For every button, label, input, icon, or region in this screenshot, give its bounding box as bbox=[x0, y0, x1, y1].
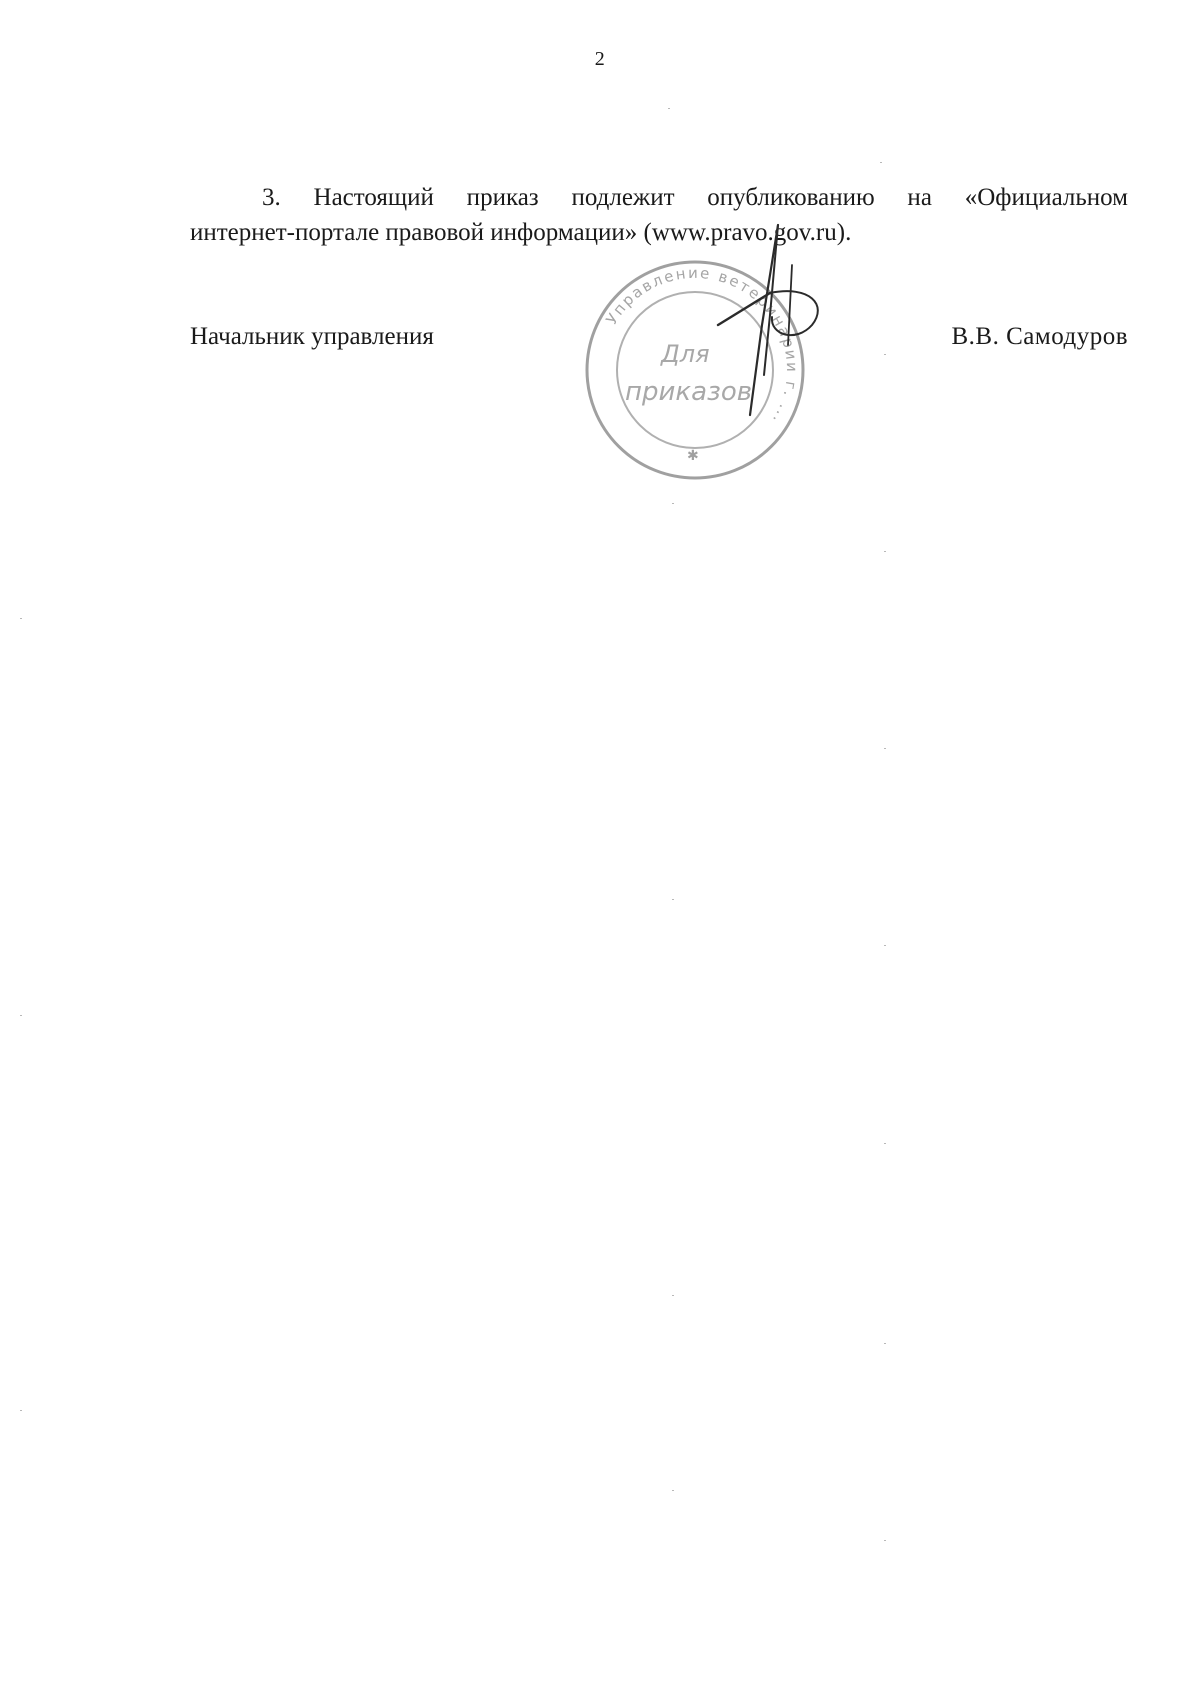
scan-speck bbox=[672, 503, 674, 504]
scan-speck bbox=[668, 108, 670, 109]
scan-speck bbox=[884, 1343, 886, 1344]
stamp-ring-text: Управление ветеринарии г. ... bbox=[602, 263, 802, 429]
scan-speck bbox=[672, 899, 674, 900]
stamp-star-icon: ✱ bbox=[687, 448, 699, 464]
signer-position: Начальник управления bbox=[190, 323, 434, 350]
paragraph-line-2: интернет-портале правовой информации» (www.pravo.gov.ru). bbox=[190, 219, 852, 246]
scan-speck bbox=[884, 945, 886, 946]
stamp-center-line-1: Для bbox=[661, 340, 710, 368]
scan-speck bbox=[672, 1295, 674, 1296]
paragraph-publication-clause bbox=[190, 180, 1128, 250]
handwritten-signature bbox=[700, 205, 840, 425]
page-number: 2 bbox=[594, 48, 606, 70]
scan-speck bbox=[884, 1143, 886, 1144]
scan-speck bbox=[20, 618, 22, 619]
scan-speck bbox=[20, 1410, 22, 1411]
stamp-center-line-2: приказов bbox=[625, 377, 753, 407]
scan-speck bbox=[884, 354, 886, 355]
scan-speck bbox=[880, 162, 882, 163]
scan-speck bbox=[672, 1490, 674, 1491]
signer-name: В.В. Самодуров bbox=[951, 323, 1128, 350]
scan-speck bbox=[20, 1015, 22, 1016]
scan-speck bbox=[884, 551, 886, 552]
scan-speck bbox=[884, 748, 886, 749]
paragraph-line-1: 3. Настоящий приказ подлежит опубликованию на «Официальном bbox=[262, 184, 1128, 211]
scan-speck bbox=[884, 1540, 886, 1541]
